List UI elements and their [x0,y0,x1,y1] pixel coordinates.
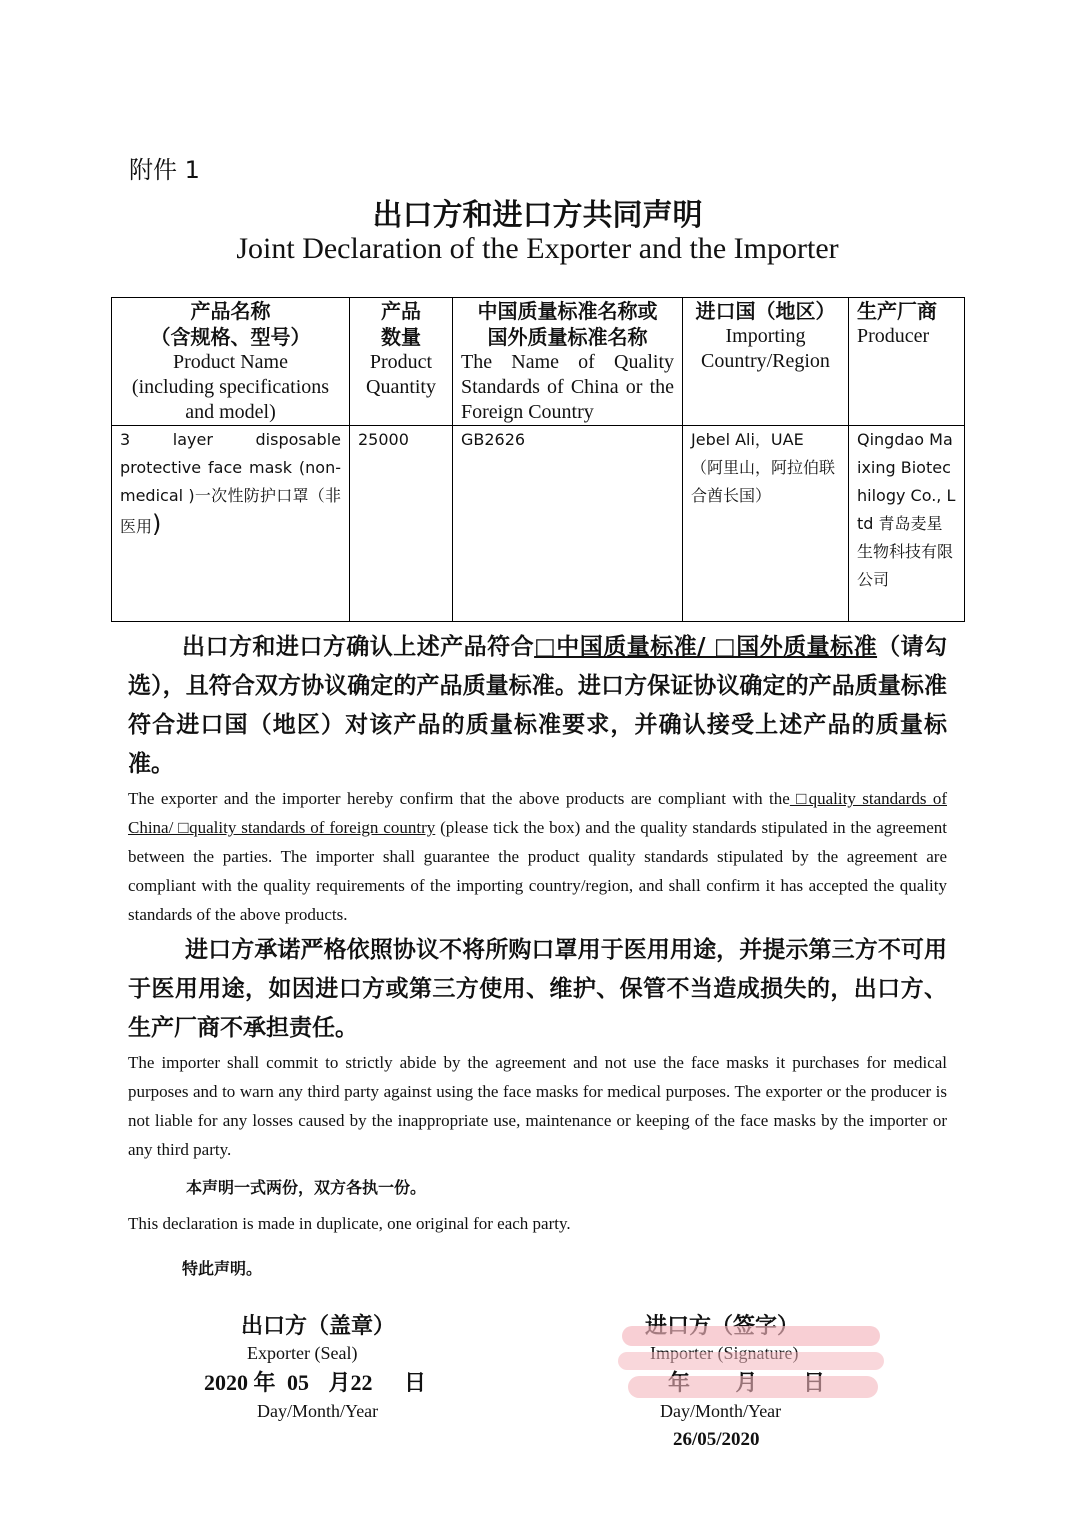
paragraph-1-en: The exporter and the importer hereby confirm that the above products are compliant with the □quality standards of China/ □quality standards of foreign country (please tick the box) and the quality standards stipulated in the agreement between the parties. The importer shall guarantee the product quality standards stipulated by the agreement are compliant with the quality requirements of the importing country/region, and shall confirm it has accepted the quality standards of the above products. [128,789,947,924]
paragraph-2-cn: 进口方承诺严格依照协议不将所购口罩用于医用用途，并提示第三方不可用于医用用途，如因进口方或第三方使用、维护、保管不当造成损失的，出口方、生产厂商不承担责任。 [128,937,947,1041]
declaration-table [111,297,965,622]
header-country [683,298,849,426]
attachment-label: 附件 1 [129,156,200,184]
exporter-label-en: Exporter (Seal) [247,1343,358,1363]
header-product-cn: 产品名称 （含规格、型号） [150,299,311,349]
duplicate-note-cn: 本声明一式两份，双方各执一份。 [186,1178,427,1197]
cell-producer [849,426,965,622]
exporter-date: 2020 年 05 月22 日 [204,1370,427,1396]
cell-product-text: 3 layer disposable protective face mask (non-medical )一次性防护口罩（非医用 [120,430,341,536]
cell-country-text: Jebel Ali，UAE （阿里山，阿拉伯联合酋长国） [691,430,836,505]
header-quantity-en: Product Quantity [366,351,436,398]
header-standard [453,298,683,426]
cell-product [112,426,350,622]
header-standard-en: The Name of Quality Standards of China or the Foreign Country [461,351,674,423]
header-standard-cn: 中国质量标准名称或 国外质量标准名称 [477,299,658,349]
paragraph-2-en: The importer shall commit to strictly abide by the agreement and not use the face masks it purchases for medical purposes and to warn any third party against using the face masks for medical purposes. The exporter or the producer is not liable for any losses caused by the inappropriate use, maintenance or keeping of the face masks by the importer or any third party. [128,1053,947,1159]
header-quantity-cn: 产品 数量 [381,299,421,349]
paragraph-1-cn-checkboxes[interactable]: □中国质量标准/ □国外质量标准 [534,634,878,660]
header-country-en: Importing Country/Region [701,325,830,372]
importer-date-format: Day/Month/Year [660,1401,782,1421]
duplicate-note-en: This declaration is made in duplicate, one original for each party. [128,1214,571,1233]
header-product [112,298,350,426]
cell-country [683,426,849,622]
title-english: Joint Declaration of the Exporter and the Importer [236,232,839,265]
header-country-cn: 进口国（地区） [695,299,836,323]
paragraph-1-cn: 出口方和进口方确认上述产品符合□中国质量标准/ □国外质量标准（请勾选），且符合双方协议确定的产品质量标准。进口方保证协议确定的产品质量标准符合进口国（地区）对该产品的质量标准要求，并确认接受上述产品的质量标准。 [128,634,948,777]
header-producer [849,298,965,426]
header-producer-cn: 生产厂商 [857,299,937,323]
table-header-row [112,298,965,426]
cell-standard-text: GB2626 [461,430,526,449]
table-row [112,426,965,622]
header-product-en: Product Name (including specifications and model) [131,351,330,423]
hereby-declare: 特此声明。 [182,1259,263,1278]
cell-quantity [350,426,453,622]
cell-producer-text: Qingdao Maixing Biotechilogy Co., Ltd 青岛麦星生物科技有限公司 [857,430,956,589]
exporter-date-format: Day/Month/Year [257,1401,379,1421]
title-chinese: 出口方和进口方共同声明 [372,198,703,233]
signature-redaction [618,1318,884,1404]
header-producer-en: Producer [857,325,930,347]
header-quantity [350,298,453,426]
paragraph-1-en-checkboxes[interactable]: □quality standards of China/ □quality standards of foreign country [128,789,947,837]
importer-date-value: 26/05/2020 [673,1429,760,1450]
cell-product-paren: ) [152,510,162,538]
exporter-label-cn: 出口方（盖章） [241,1314,396,1339]
cell-quantity-text: 25000 [358,430,409,449]
cell-standard [453,426,683,622]
